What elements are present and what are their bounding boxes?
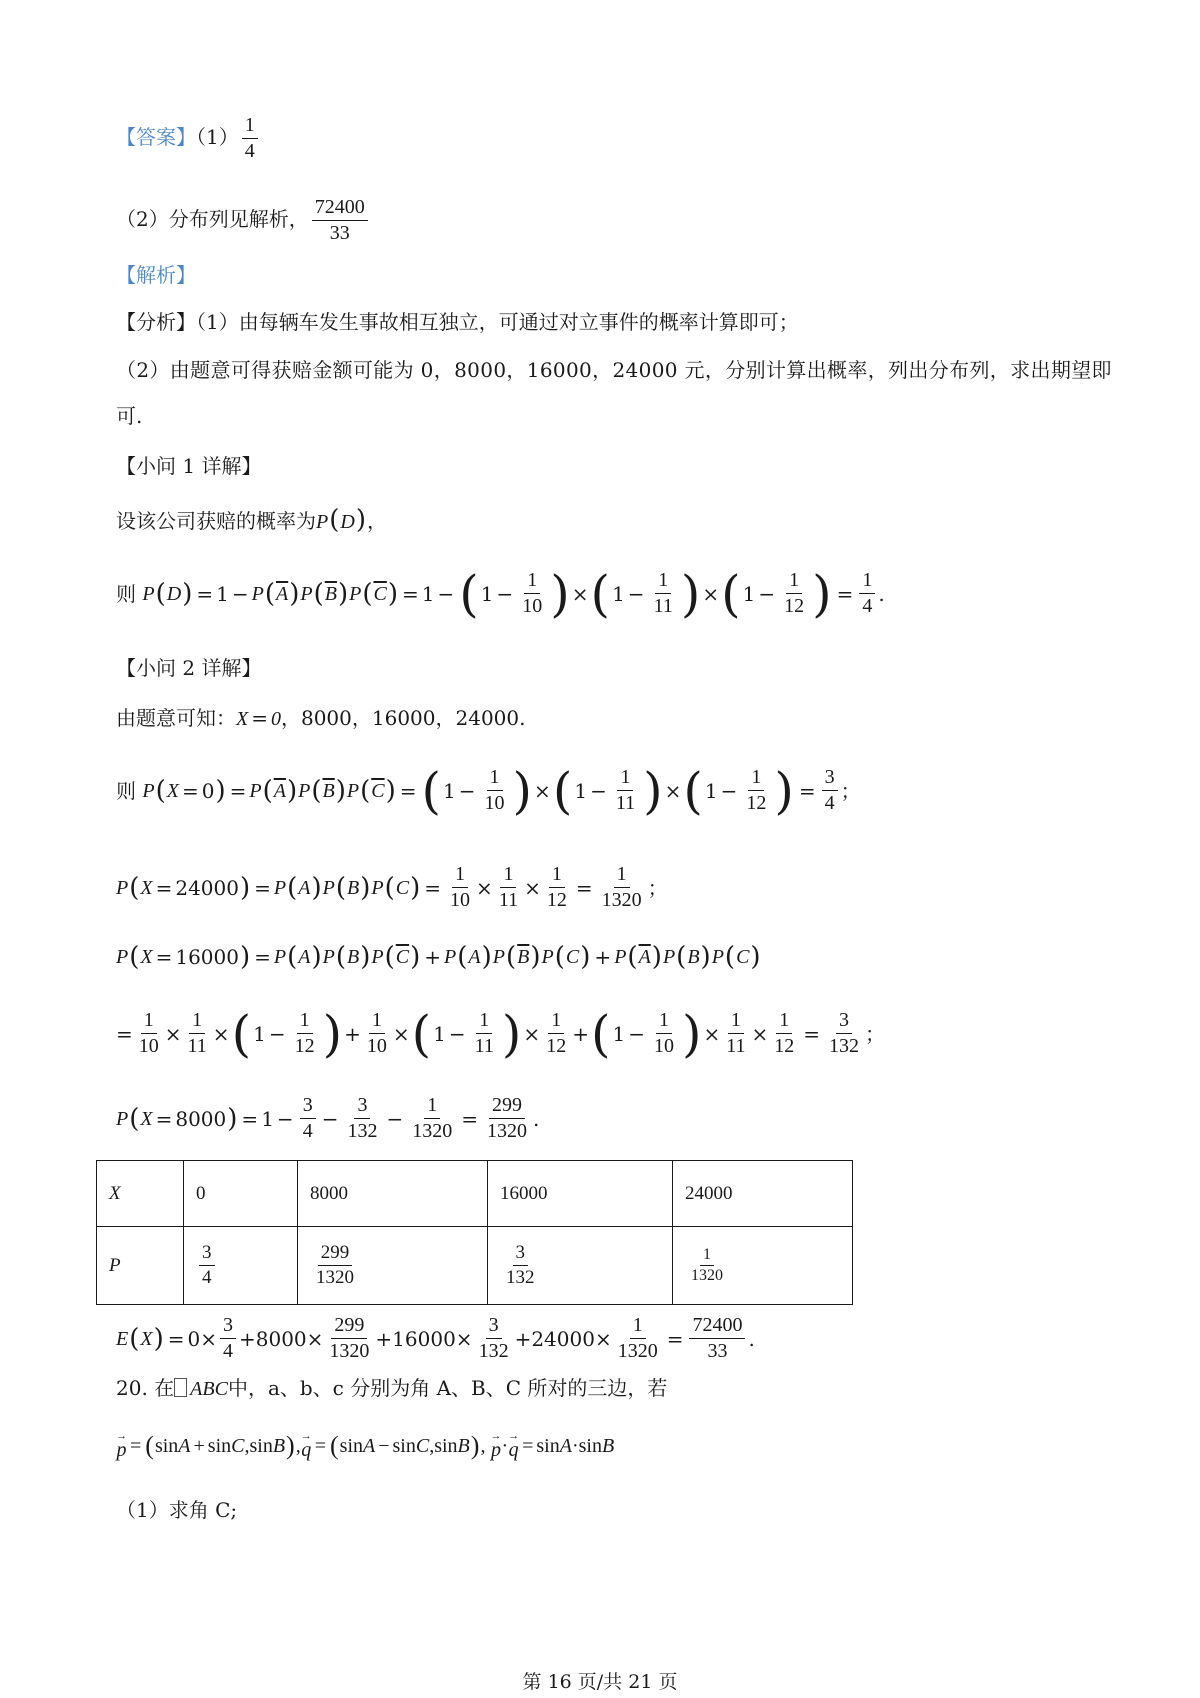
q2-intro: 由题意可知：X = 0，8000，16000，24000. <box>116 706 526 730</box>
analysis-line-3: 可. <box>116 404 143 428</box>
formula-px16000: P ( X = 16000 ) = P ( A ) P ( B ) P ( $\overline{C}$ ) + P ( A ) P ( $\overline{B}$ ) P ( C ) + P ( $\overline{A}$ ) P ( B ) P ( C ) <box>116 942 761 972</box>
answer-part1-fraction: $\frac{1}{4}$ <box>242 113 258 164</box>
table-cell: 0 <box>184 1161 298 1227</box>
answer-part1-label: （1） <box>196 125 239 149</box>
table-row <box>97 1161 853 1227</box>
table-cell: 16000 <box>488 1161 673 1227</box>
table-cell: $\frac{299}{1320}$ <box>298 1227 488 1305</box>
distribution-table <box>96 1160 853 1305</box>
table-header-x: X <box>97 1161 184 1227</box>
q1-intro: 设该公司获赔的概率为P(D)， <box>116 505 387 535</box>
formula-px0: 则 P ( X = 0 ) = P ( $\overline{A}$ ) P ( $\overline{B}$ ) P ( $\overline{C}$ ) = ( 1 − $\frac{1}{10}$ ) × ( 1 − $\frac{1}{11}$ ) × ( 1 − $\frac{1}{12}$ ) = $\frac{3}{4}$ ； <box>116 761 861 820</box>
problem-20-stem: 20. 在 ABC中，a、b、c 分别为角 A、B、C 所对的三边，若 <box>116 1376 668 1400</box>
answer-label: 【答案】 <box>116 125 196 149</box>
table-cell: 24000 <box>673 1161 853 1227</box>
analysis-line-2: （2）由题意可得获赔金额可能为 0，8000，16000，24000 元，分别计算出概率，列出分布列，求出期望即 <box>116 358 1112 382</box>
table-cell: 8000 <box>298 1161 488 1227</box>
page-footer: 第 16 页/共 21 页 <box>522 1671 678 1693</box>
formula-px24000: P ( X = 24000 ) = P ( A ) P ( B ) P ( C ) = $\frac{1}{10}$ × 1 11 × $\frac{1}{12}$ = $\frac{1}{1320}$ ； <box>116 863 668 911</box>
formula-expectation: E ( X ) = 0× $\frac{3}{4}$ +8000× 299 1320 +16000× 3 132 +24000× $\frac{1}{1320}$ = $\frac{72400}{33}$ . <box>116 1314 755 1362</box>
table-row <box>97 1227 853 1305</box>
jiexi-heading: 【解析】 <box>116 263 196 287</box>
table-header-p: P <box>97 1227 184 1305</box>
analysis-line-1: 【分析】（1）由每辆车发生事故相互独立，可通过对立事件的概率计算即可； <box>116 310 799 334</box>
problem-20-vectors: → p = ( sin A + sin C ,sin B ) , → q = ( sin A − sin C ,sin B ) , → p · → q = sin A ·sin B <box>116 1430 615 1461</box>
answer-line-1 <box>116 113 261 164</box>
table-cell: $\frac{1}{1320}$ <box>673 1227 853 1305</box>
formula-px8000: P ( X = 8000 ) = 1 − $\frac{3}{4}$ − $\frac{3}{132}$ − $\frac{1}{1320}$ = $\frac{299}{1320}$ . <box>116 1094 540 1142</box>
q1-formula: 则 P ( D ) = 1 − P ( $\overline{A}$ ) P ( $\overline{B}$ ) P ( $\overline{C}$ ) = 1 − ( 1 − $\frac{1}{10}$ ) × ( 1 − $\frac{1}{11}$ ) × ( 1 − $\frac{1}{12}$ ) = $\frac{1}{4}$ . <box>116 564 885 623</box>
answer-part2-label: （2）分布列见解析， <box>116 207 309 231</box>
q1-heading: 【小问 1 详解】 <box>116 454 262 478</box>
answer-line-2 <box>116 195 371 246</box>
q2-heading: 【小问 2 详解】 <box>116 656 262 680</box>
table-cell: $\frac{3}{132}$ <box>488 1227 673 1305</box>
answer-part2-fraction: $\frac{72400}{33}$ <box>312 195 368 246</box>
problem-20-part1: （1）求角 C; <box>116 1498 238 1522</box>
formula-px16000-calc: = 1 10 × 1 11 × ( 1 − $\frac{1}{12}$ ) + 1 10 × ( 1 − $\frac{1}{11}$ ) × 1 12 + ( 1 − $\frac{1}{10}$ ) × 1 11 × $\frac{1}{12}$ = $\frac{3}{132}$ ； <box>116 1004 886 1063</box>
analysis-label: 【分析】 <box>116 310 196 334</box>
table-cell: $\frac{3}{4}$ <box>184 1227 298 1305</box>
